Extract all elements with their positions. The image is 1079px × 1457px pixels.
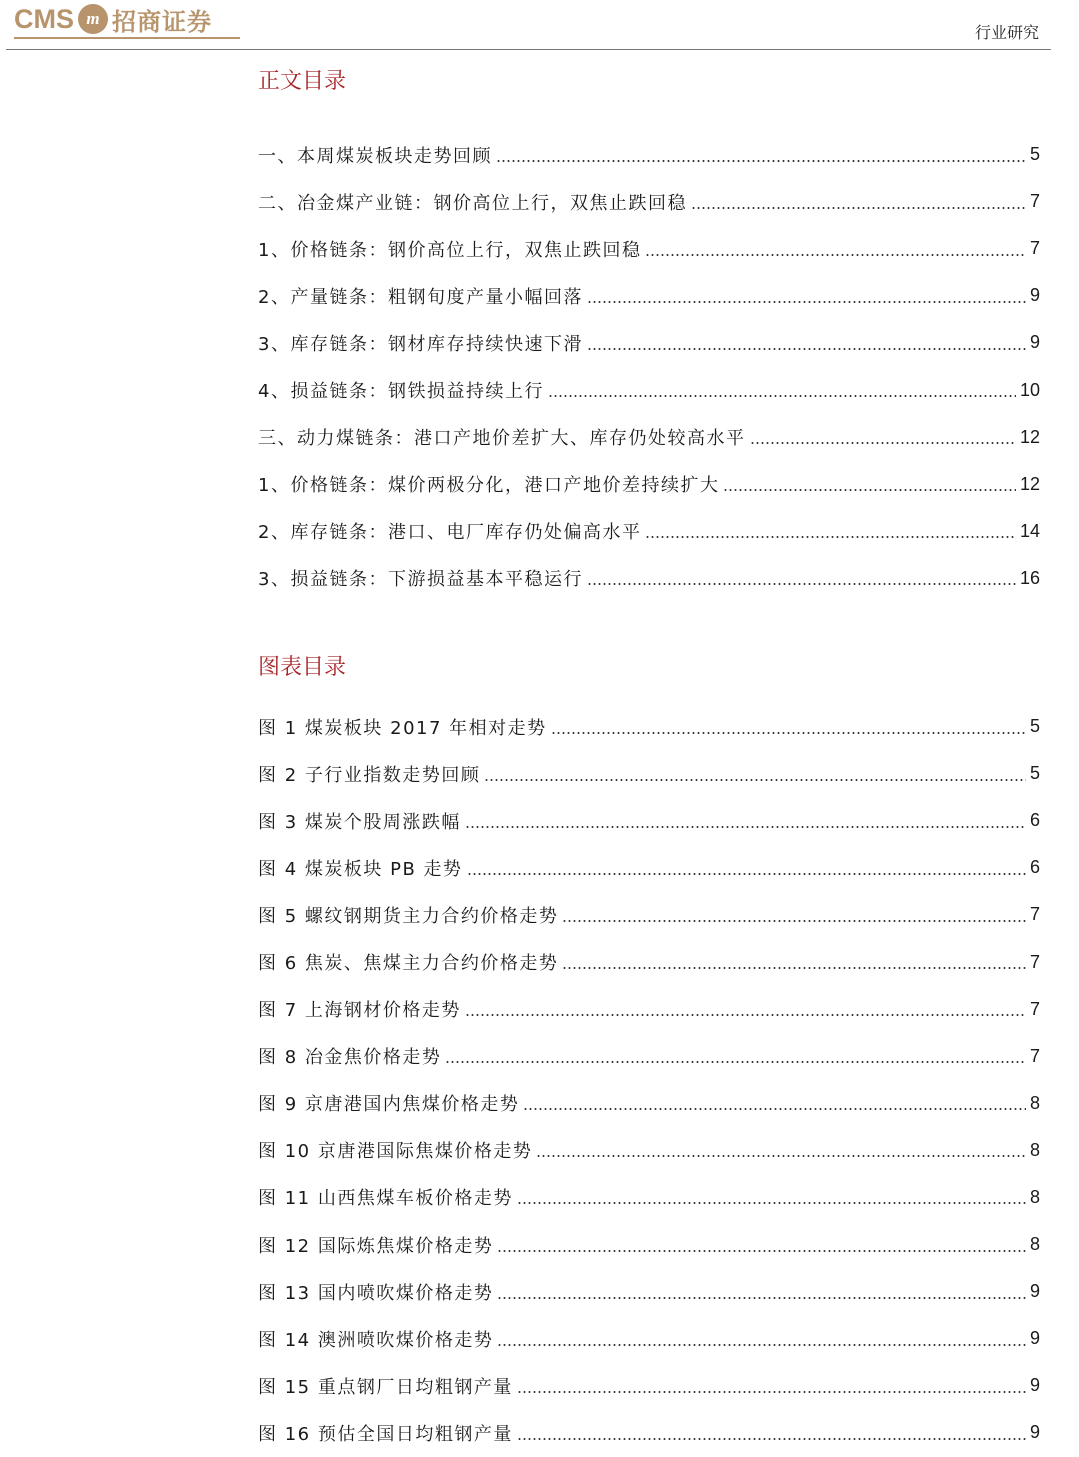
toc-leader-dots <box>467 859 1026 877</box>
toc-leader-dots <box>691 193 1026 211</box>
toc-leader-dots <box>496 146 1026 164</box>
toc-leader-dots <box>523 1094 1026 1112</box>
toc-leader-dots <box>517 1377 1026 1395</box>
toc-entry[interactable] <box>258 1221 1040 1268</box>
toc-entry-page: 7 <box>1029 904 1040 925</box>
toc-entry[interactable] <box>258 414 1040 461</box>
toc-entry-page: 9 <box>1029 332 1040 353</box>
toc-entry-label: 图 2 子行业指数走势回顾 <box>258 764 481 786</box>
toc-entry-label: 图 16 预估全国日均粗钢产量 <box>258 1423 513 1445</box>
toc-entry-page: 9 <box>1029 1375 1040 1396</box>
toc-entry-page: 8 <box>1029 1186 1040 1207</box>
toc-entry-label: 2、库存链条：港口、电厂库存仍处偏高水平 <box>258 522 642 544</box>
toc-entry[interactable] <box>258 1080 1040 1127</box>
toc-entry[interactable] <box>258 272 1040 319</box>
toc-entry-page: 9 <box>1029 1281 1040 1302</box>
toc-entry-page: 7 <box>1029 191 1040 212</box>
toc-entry-page: 9 <box>1029 1328 1040 1349</box>
toc-entry[interactable] <box>258 319 1040 366</box>
toc-leader-dots <box>465 1000 1026 1018</box>
toc-entry-label: 图 6 焦炭、焦煤主力合约价格走势 <box>258 953 559 975</box>
toc-leader-dots <box>517 1188 1026 1206</box>
toc-entry-page: 7 <box>1029 1045 1040 1066</box>
toc-entry[interactable] <box>258 938 1040 985</box>
toc-entry[interactable] <box>258 178 1040 225</box>
toc-entry[interactable] <box>258 366 1040 413</box>
toc-leader-dots <box>517 1424 1026 1442</box>
toc-entry-page: 14 <box>1019 520 1040 541</box>
toc-entry-label: 2、产量链条：粗钢旬度产量小幅回落 <box>258 286 583 308</box>
toc-leader-dots <box>723 475 1016 493</box>
logo-chinese-text: 招商证券 <box>112 6 212 36</box>
toc-entry-page: 9 <box>1029 1422 1040 1443</box>
toc-entry-page: 5 <box>1029 763 1040 784</box>
toc-leader-dots <box>497 1236 1026 1254</box>
toc-entry-page: 7 <box>1029 951 1040 972</box>
toc-entry[interactable] <box>258 986 1040 1033</box>
toc-entry-label: 图 4 煤炭板块 PB 走势 <box>258 858 463 880</box>
toc-leader-dots <box>645 522 1016 540</box>
toc-leader-dots <box>645 240 1026 258</box>
toc-entry[interactable] <box>258 1268 1040 1315</box>
logo-cms-text: CMS <box>14 3 74 34</box>
toc-entry[interactable] <box>258 1362 1040 1409</box>
toc-entry[interactable] <box>258 1174 1040 1221</box>
company-logo <box>14 0 212 38</box>
toc-entry-label: 图 1 煤炭板块 2017 年相对走势 <box>258 717 547 739</box>
toc-leader-dots <box>562 906 1026 924</box>
toc-entry[interactable] <box>258 797 1040 844</box>
toc-entry-label: 4、损益链条：钢铁损益持续上行 <box>258 381 544 403</box>
toc-entry-page: 10 <box>1019 379 1040 400</box>
toc-figures-title: 图表目录 <box>258 655 347 680</box>
toc-entry[interactable] <box>258 461 1040 508</box>
toc-entry-page: 6 <box>1029 857 1040 878</box>
toc-leader-dots <box>587 334 1026 352</box>
toc-entry-label: 二、冶金煤产业链：钢价高位上行，双焦止跌回稳 <box>258 192 687 214</box>
toc-entry-label: 1、价格链条：煤价两极分化，港口产地价差持续扩大 <box>258 475 720 497</box>
toc-leader-dots <box>536 1141 1026 1159</box>
toc-entry-label: 图 11 山西焦煤车板价格走势 <box>258 1188 513 1210</box>
toc-entry[interactable] <box>258 1315 1040 1362</box>
toc-entry-page: 5 <box>1029 716 1040 737</box>
toc-figures-list <box>258 703 1040 1457</box>
toc-leader-dots <box>587 287 1026 305</box>
toc-entry-label: 3、库存链条：钢材库存持续快速下滑 <box>258 333 583 355</box>
toc-entry[interactable] <box>258 508 1040 555</box>
toc-entry-page: 8 <box>1029 1092 1040 1113</box>
toc-entry-label: 图 3 煤炭个股周涨跌幅 <box>258 811 461 833</box>
toc-entry-label: 3、损益链条：下游损益基本平稳运行 <box>258 569 583 591</box>
toc-leader-dots <box>562 953 1026 971</box>
toc-leader-dots <box>551 718 1026 736</box>
toc-entry-page: 5 <box>1029 144 1040 165</box>
toc-entry-page: 7 <box>1029 998 1040 1019</box>
toc-leader-dots <box>587 569 1016 587</box>
toc-entry-page: 8 <box>1029 1139 1040 1160</box>
toc-entry-label: 图 5 螺纹钢期货主力合约价格走势 <box>258 905 559 927</box>
toc-entry-page: 12 <box>1019 426 1040 447</box>
toc-entry[interactable] <box>258 1409 1040 1456</box>
toc-leader-dots <box>484 765 1026 783</box>
toc-main-title: 正文目录 <box>258 69 347 94</box>
toc-leader-dots <box>548 381 1016 399</box>
toc-entry-label: 图 12 国际炼焦煤价格走势 <box>258 1235 494 1257</box>
toc-entry-page: 7 <box>1029 238 1040 259</box>
toc-leader-dots <box>497 1283 1026 1301</box>
toc-entry-label: 1、价格链条：钢价高位上行，双焦止跌回稳 <box>258 239 642 261</box>
toc-entry-page: 9 <box>1029 285 1040 306</box>
toc-leader-dots <box>465 812 1026 830</box>
toc-entry-label: 图 8 冶金焦价格走势 <box>258 1047 442 1069</box>
toc-entry-page: 8 <box>1029 1234 1040 1255</box>
toc-entry[interactable] <box>258 844 1040 891</box>
toc-entry-label: 图 14 澳洲喷吹煤价格走势 <box>258 1329 494 1351</box>
toc-entry[interactable] <box>258 131 1040 178</box>
toc-entry[interactable] <box>258 555 1040 602</box>
toc-entry-page: 12 <box>1019 473 1040 494</box>
toc-entry[interactable] <box>258 1127 1040 1174</box>
page-header <box>0 0 1079 52</box>
toc-leader-dots <box>497 1330 1026 1348</box>
toc-entry[interactable] <box>258 225 1040 272</box>
toc-entry-label: 图 9 京唐港国内焦煤价格走势 <box>258 1094 520 1116</box>
report-category: 行业研究 <box>974 23 1039 42</box>
toc-entry-label: 图 15 重点钢厂日均粗钢产量 <box>258 1376 513 1398</box>
toc-entry[interactable] <box>258 891 1040 938</box>
toc-entry-label: 一、本周煤炭板块走势回顾 <box>258 145 492 167</box>
logo-emblem-icon: m <box>78 4 108 34</box>
toc-entry[interactable] <box>258 1033 1040 1080</box>
toc-entry-label: 图 10 京唐港国际焦煤价格走势 <box>258 1141 533 1163</box>
toc-entry-label: 图 13 国内喷吹煤价格走势 <box>258 1282 494 1304</box>
toc-entry-page: 16 <box>1019 567 1040 588</box>
toc-entry[interactable] <box>258 703 1040 750</box>
toc-leader-dots <box>445 1047 1026 1065</box>
logo-underline <box>14 37 240 39</box>
header-divider <box>6 49 1051 50</box>
toc-entry[interactable] <box>258 750 1040 797</box>
toc-entry-label: 图 7 上海钢材价格走势 <box>258 1000 461 1022</box>
toc-entry-label: 三、动力煤链条：港口产地价差扩大、库存仍处较高水平 <box>258 428 746 450</box>
toc-leader-dots <box>750 428 1016 446</box>
toc-main-list <box>258 131 1040 602</box>
toc-entry-page: 6 <box>1029 810 1040 831</box>
